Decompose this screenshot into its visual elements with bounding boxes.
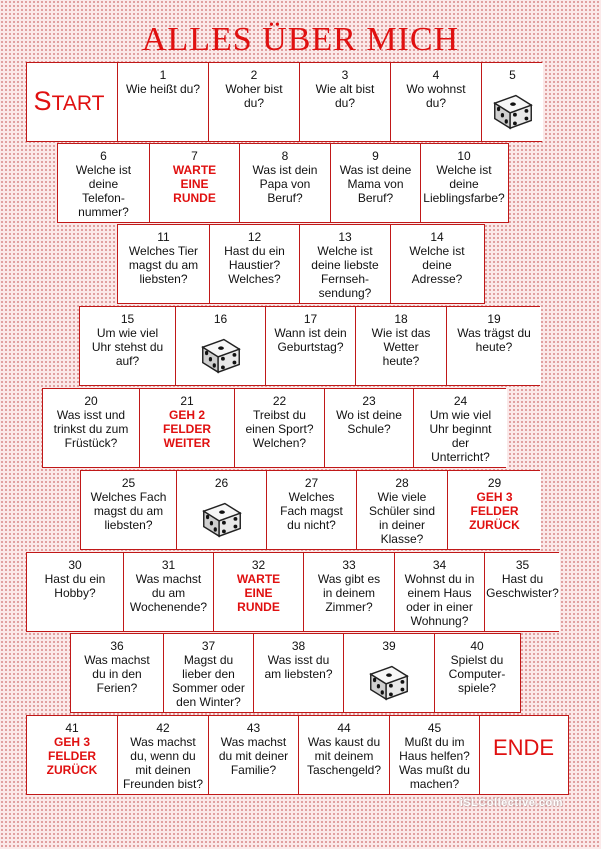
square-number: 27 bbox=[304, 476, 319, 490]
square-number: 21 bbox=[180, 394, 194, 408]
square-number: 14 bbox=[430, 230, 444, 244]
board-square-43 bbox=[208, 716, 298, 794]
square-question: Hast du Geschwister? bbox=[486, 572, 559, 600]
board-square-35 bbox=[484, 553, 560, 631]
board-square-9 bbox=[330, 144, 420, 222]
square-number: 18 bbox=[394, 312, 408, 326]
square-number: 12 bbox=[247, 230, 262, 244]
square-question: Woher bist du? bbox=[225, 82, 283, 110]
board-square-36 bbox=[71, 634, 163, 712]
board-square-27 bbox=[266, 471, 356, 549]
square-number: 8 bbox=[281, 149, 289, 163]
dice-icon bbox=[197, 328, 245, 376]
square-number: 13 bbox=[338, 230, 352, 244]
square-question: Mußt du im Haus helfen? Was mußt du machen? bbox=[399, 735, 470, 791]
board-square-5 bbox=[481, 63, 543, 141]
square-question: Was trägst du heute? bbox=[457, 326, 531, 354]
square-number: 41 bbox=[65, 721, 79, 735]
square-number: 26 bbox=[214, 476, 229, 490]
square-number: 11 bbox=[157, 230, 170, 244]
board-square-24 bbox=[413, 389, 507, 467]
square-question: Welche ist deine Lieblingsfarbe? bbox=[423, 163, 505, 205]
square-number: 7 bbox=[191, 149, 198, 163]
square-number: 6 bbox=[100, 149, 107, 163]
square-number: 31 bbox=[161, 558, 176, 572]
board-square-23 bbox=[324, 389, 413, 467]
square-question: Was machst du in den Ferien? bbox=[84, 653, 150, 695]
board-row-2 bbox=[57, 143, 509, 223]
board-square-7 bbox=[149, 144, 239, 222]
square-question: Was machst du mit deiner Familie? bbox=[218, 735, 289, 777]
action-text: GEH 3 FELDER ZURÜCK bbox=[469, 490, 520, 532]
square-question: Um wie viel Uhr beginnt der Unterricht? bbox=[429, 408, 492, 464]
board-square-37 bbox=[163, 634, 253, 712]
square-question: Wie heißt du? bbox=[125, 82, 201, 96]
board-row-8 bbox=[70, 633, 521, 713]
board-square-42 bbox=[117, 716, 208, 794]
dice-icon bbox=[365, 655, 413, 703]
board-square-41 bbox=[27, 716, 117, 794]
square-question: Hast du ein Haustier? Welches? bbox=[224, 244, 285, 286]
square-question: Magst du lieber den Sommer oder den Winter? bbox=[172, 653, 245, 709]
square-question: Was ist deine Mama von Beruf? bbox=[339, 163, 412, 205]
board-square-8 bbox=[239, 144, 330, 222]
square-number: 22 bbox=[272, 394, 287, 408]
board-square-2 bbox=[208, 63, 299, 141]
square-number: 33 bbox=[342, 558, 356, 572]
start-square bbox=[27, 63, 117, 141]
square-number: 25 bbox=[121, 476, 136, 490]
board-row-3 bbox=[117, 224, 485, 304]
board-square-13 bbox=[299, 225, 390, 303]
action-text: GEH 3 FELDER ZURÜCK bbox=[46, 735, 98, 777]
board-row-7 bbox=[26, 552, 559, 632]
square-question: Was gibt es in deinem Zimmer? bbox=[317, 572, 381, 614]
board-square-12 bbox=[209, 225, 299, 303]
square-number: 5 bbox=[509, 68, 516, 82]
square-question: Welches Tier magst du am liebsten? bbox=[128, 244, 199, 286]
watermark: iSLCollective.com bbox=[459, 797, 563, 809]
board-square-34 bbox=[394, 553, 484, 631]
board-square-30 bbox=[27, 553, 123, 631]
board-square-38 bbox=[253, 634, 343, 712]
square-number: 23 bbox=[362, 394, 376, 408]
square-number: 37 bbox=[201, 639, 216, 653]
square-question: Welche ist deine liebste Fernseh- sendung? bbox=[311, 244, 379, 300]
square-number: 39 bbox=[382, 639, 396, 653]
board-row-6 bbox=[80, 470, 540, 550]
square-question: Was isst du am liebsten? bbox=[264, 653, 333, 681]
square-number: 40 bbox=[470, 639, 484, 653]
square-question: Welches Fach magst du nicht? bbox=[280, 490, 343, 532]
square-number: 4 bbox=[432, 68, 440, 82]
square-question: Wie ist das Wetter heute? bbox=[371, 326, 431, 368]
board-square-19 bbox=[446, 307, 541, 385]
square-question: Hast du ein Hobby? bbox=[44, 572, 106, 600]
square-question: Was ist dein Papa von Beruf? bbox=[252, 163, 318, 205]
square-question: Wie alt bist du? bbox=[315, 82, 375, 110]
square-number: 2 bbox=[250, 68, 258, 82]
board-square-31 bbox=[123, 553, 213, 631]
square-number: 36 bbox=[110, 639, 124, 653]
board-row-4 bbox=[79, 306, 540, 386]
board-square-22 bbox=[234, 389, 324, 467]
square-number: 16 bbox=[213, 312, 228, 326]
square-question: Was machst du am Wochenende? bbox=[129, 572, 208, 614]
board-square-44 bbox=[298, 716, 389, 794]
square-number: 32 bbox=[251, 558, 266, 572]
square-number: 38 bbox=[291, 639, 306, 653]
square-question: Spielst du Computer- spiele? bbox=[448, 653, 506, 695]
board-square-26 bbox=[176, 471, 266, 549]
end-label: ENDE bbox=[492, 735, 555, 760]
board-square-29 bbox=[447, 471, 541, 549]
square-question: Was isst und trinkst du zum Früstück? bbox=[53, 408, 129, 450]
square-number: 43 bbox=[246, 721, 261, 735]
board-square-25 bbox=[81, 471, 176, 549]
square-number: 3 bbox=[341, 68, 349, 82]
page-title: ALLES ÜBER MICH bbox=[141, 21, 460, 58]
board-row-9 bbox=[26, 715, 569, 795]
square-number: 30 bbox=[68, 558, 82, 572]
square-number: 10 bbox=[457, 149, 471, 163]
square-number: 1 bbox=[159, 68, 167, 82]
square-number: 45 bbox=[427, 721, 442, 735]
board-square-15 bbox=[80, 307, 175, 385]
board-square-20 bbox=[43, 389, 139, 467]
board-square-3 bbox=[299, 63, 390, 141]
square-question: Was machst du, wenn du mit deinen Freunden bist? bbox=[122, 735, 204, 791]
square-question: Wo ist deine Schule? bbox=[336, 408, 402, 436]
square-number: 17 bbox=[303, 312, 318, 326]
square-question: Welches Fach magst du am liebsten? bbox=[90, 490, 167, 532]
board-square-40 bbox=[434, 634, 519, 712]
end-square bbox=[479, 716, 567, 794]
dice-icon bbox=[198, 492, 246, 540]
board-square-10 bbox=[420, 144, 507, 222]
board-row-5 bbox=[42, 388, 506, 468]
square-number: 20 bbox=[84, 394, 98, 408]
board-square-16 bbox=[175, 307, 265, 385]
board-square-11 bbox=[118, 225, 209, 303]
square-number: 35 bbox=[515, 558, 530, 572]
square-number: 42 bbox=[156, 721, 170, 735]
square-question: Wie viele Schüler sind in deiner Klasse? bbox=[368, 490, 436, 546]
square-question: Um wie viel Uhr stehst du auf? bbox=[91, 326, 164, 368]
square-question: Welche ist deine Adresse? bbox=[409, 244, 465, 286]
board-square-6 bbox=[58, 144, 149, 222]
square-number: 44 bbox=[337, 721, 351, 735]
square-number: 15 bbox=[120, 312, 135, 326]
square-question: Treibst du einen Sport? Welchen? bbox=[245, 408, 314, 450]
start-label: START bbox=[33, 85, 105, 116]
square-question: Wann ist dein Geburtstag? bbox=[274, 326, 347, 354]
board-square-4 bbox=[390, 63, 481, 141]
action-text: WARTE EINE RUNDE bbox=[172, 163, 217, 205]
square-question: Welche ist deine Telefon- nummer? bbox=[75, 163, 132, 219]
square-number: 9 bbox=[372, 149, 379, 163]
board-square-39 bbox=[343, 634, 434, 712]
board-square-1 bbox=[117, 63, 208, 141]
square-question: Wo wohnst du? bbox=[406, 82, 466, 110]
board-square-21 bbox=[139, 389, 234, 467]
square-number: 29 bbox=[487, 476, 502, 490]
board-square-14 bbox=[390, 225, 483, 303]
square-question: Was kaust du mit deinem Taschengeld? bbox=[306, 735, 382, 777]
board-row-1 bbox=[26, 62, 542, 142]
board-square-18 bbox=[355, 307, 446, 385]
board-square-33 bbox=[303, 553, 394, 631]
action-text: WARTE EINE RUNDE bbox=[236, 572, 281, 614]
board-square-17 bbox=[265, 307, 355, 385]
board-square-28 bbox=[356, 471, 447, 549]
square-number: 28 bbox=[395, 476, 409, 490]
square-question: Wohnst du in einem Haus oder in einer Wohnung? bbox=[404, 572, 475, 628]
square-number: 24 bbox=[453, 394, 468, 408]
square-number: 34 bbox=[432, 558, 447, 572]
square-number: 19 bbox=[487, 312, 501, 326]
dice-icon bbox=[489, 84, 537, 132]
board-square-32 bbox=[213, 553, 303, 631]
board-square-45 bbox=[389, 716, 479, 794]
action-text: GEH 2 FELDER WEITER bbox=[163, 408, 211, 450]
